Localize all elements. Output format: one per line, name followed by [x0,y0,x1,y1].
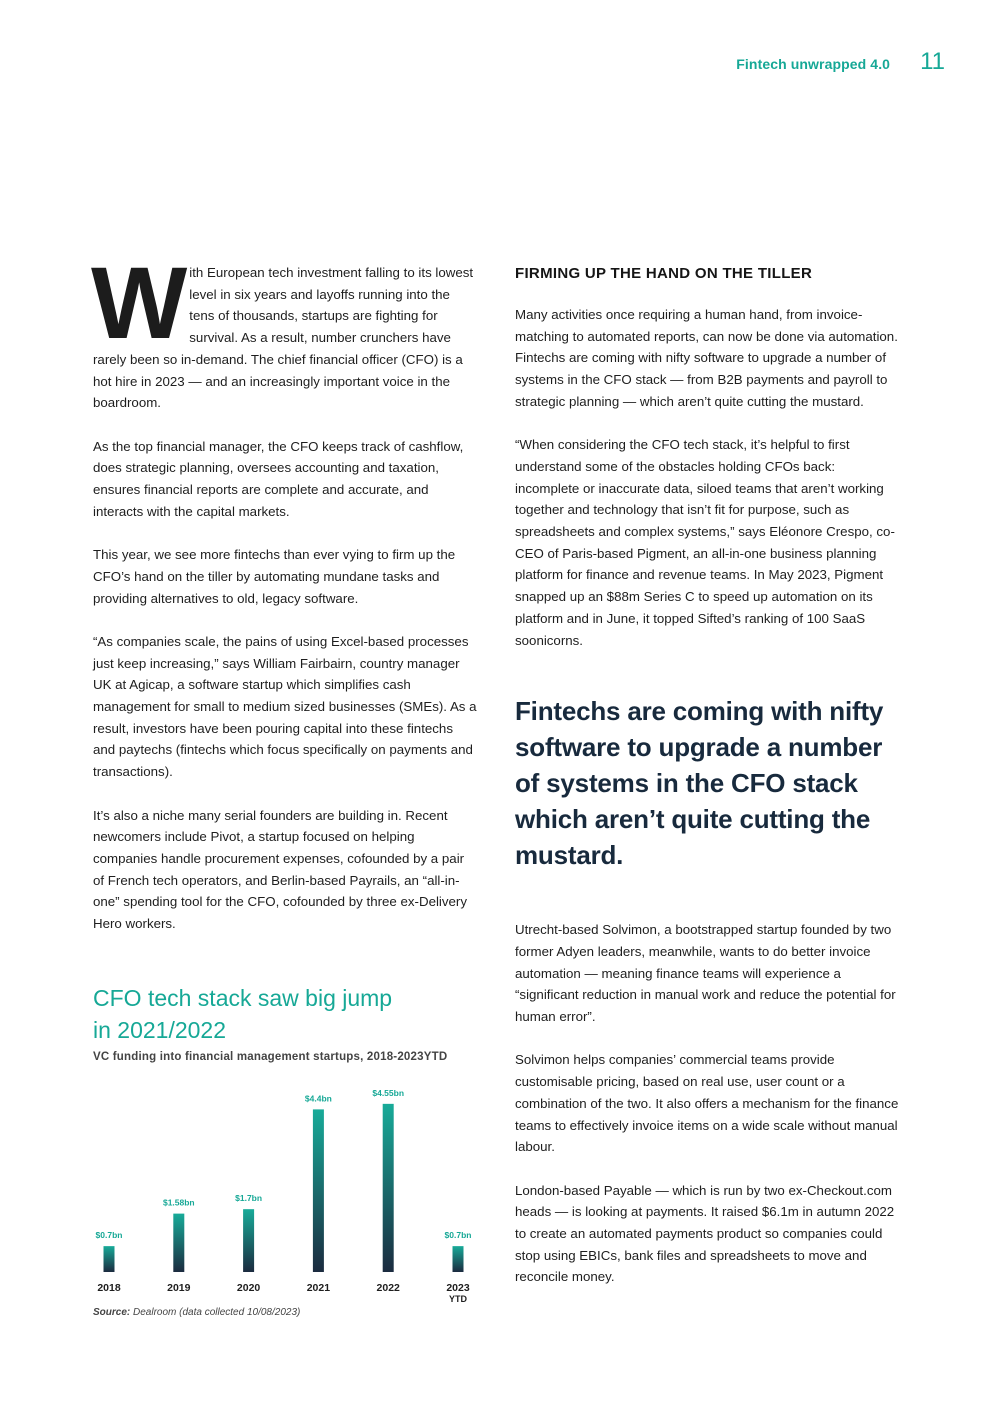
body-paragraph: Utrecht-based Solvimon, a bootstrapped startup founded by two former Adyen leaders, meanwhile, wants to do better invoice automation — meaning finance teams will experience a “significant reduction in manual work and reduce the potential for human error”. [515,922,896,1025]
bar-2019 [173,1214,184,1272]
pull-quote: Fintechs are coming with nifty software to upgrade a number of systems in the CFO stack which aren’t quite cutting the mustard. [515,696,884,871]
page-header [736,48,945,76]
data-label: $0.7bn [444,1230,472,1241]
drop-cap: W [91,246,184,360]
body-paragraph: This year, we see more fintechs than ever vying to firm up the CFO’s hand on the tiller by automating mundane tasks and providing alternatives to old, legacy software. [93,547,456,606]
body-paragraph: Many activities once requiring a human hand, from invoice-matching to automated reports, can now be done via automation. Fintechs are coming with nifty software to upgrade a number of systems in the CFO stack — from B2B payments and payroll to strategic planning — which aren’t quite cutting the mustard. [515,307,898,409]
x-tick-label: 2023 [446,1282,470,1294]
funding-chart [93,983,478,1318]
source-text: Dealroom (data collected 10/08/2023) [133,1307,301,1318]
data-label: $0.7bn [95,1230,123,1241]
x-tick-label: 2018 [97,1282,121,1294]
x-tick-label: 2019 [167,1282,191,1294]
x-tick-label: 2020 [236,1282,261,1294]
body-paragraph: London-based Payable — which is run by two ex-Checkout.com heads — is looking at payments. It raised $6.1m in autumn 2022 to create an automated payments product so companies could stop using EBICs, bank files and spreadsheets to move and reconcile money. [515,1182,895,1285]
bar-2023-ytd [453,1246,464,1272]
bar-2021 [313,1109,324,1272]
intro-paragraph [91,246,478,414]
chart-title: CFO tech stack saw big jump in 2021/2022 [93,985,393,1043]
intro-text: ith European tech investment falling to its lowest level in six years and layoffs running into the tens of thousands, startups are fighting for survival. As a result, number crunchers have rarely been so in-demand. The chief financial officer (CFO) is a hot hire in 2023 — and an increasingly important voice in the boardroom. [93,265,474,411]
chart-subtitle: VC funding into financial management startups, 2018-2023YTD [93,1051,448,1063]
x-tick-label: YTD [449,1294,467,1304]
page-number: 11 [920,48,945,75]
body-paragraph: Solvimon helps companies’ commercial teams provide customisable pricing, based on real use, user count or a combination of the two. It also offers a mechanism for the finance teams to effectively invoice items on a wide scale without manual labour. [515,1052,899,1155]
source-label: Source: [93,1307,131,1318]
body-paragraph: As the top financial manager, the CFO keeps track of cashflow, does strategic planning, oversees accounting and taxation, ensures financial reports are complete and accurate, and interacts with the capital markets. [93,438,464,519]
publication-title: Fintech unwrapped 4.0 [736,56,891,72]
bar-2022 [383,1104,394,1272]
data-label: $1.58bn [162,1197,195,1208]
data-label: $4.4bn [304,1093,332,1104]
section-heading: FIRMING UP THE HAND ON THE TILLER [515,265,813,282]
bar-2018 [104,1246,115,1272]
data-label: $1.7bn [235,1193,263,1204]
body-paragraph: It’s also a niche many serial founders are building in. Recent newcomers include Pivot, a startup focused on helping companies handle procurement expenses, cofounded by a pair of French tech operators, and Berlin-based Payrails, an “all-in-one” spending tool for the CFO, cofounded by three ex-Delivery Hero workers. [93,807,467,932]
body-paragraph: “When considering the CFO tech stack, it’s helpful to first understand some of the obstacles holding CFOs back: incomplete or inaccurate data, siloed teams that aren’t working together and technology that isn’t fit for purpose, such as spreadsheets and complex systems,” says Eléonore Crespo, co-CEO of Paris-based Pigment, an all-in-one business planning platform for finance and revenue teams. In May 2023, Pigment snapped up an $88m Series C to speed up automation on its platform and in June, it topped Sifted’s ranking of 100 SaaS soonicorns. [515,437,895,648]
x-tick-label: 2022 [376,1282,400,1294]
data-label: $4.55bn [372,1087,405,1098]
bar-chart [93,1075,483,1305]
bar-2020 [243,1209,254,1272]
chart-source [93,1307,300,1318]
x-tick-label: 2021 [306,1282,331,1294]
right-column [515,262,900,1310]
body-paragraph: “As companies scale, the pains of using Excel-based processes just keep increasing,” says William Fairbairn, country manager UK at Agicap, a software startup which simplifies cash management for small to medium sized businesses (SMEs). As a result, investors have been pouring capital into these fintechs and paytechs (fintechs which focus specifically on payments and transactions). [93,633,477,780]
left-column [91,246,478,956]
